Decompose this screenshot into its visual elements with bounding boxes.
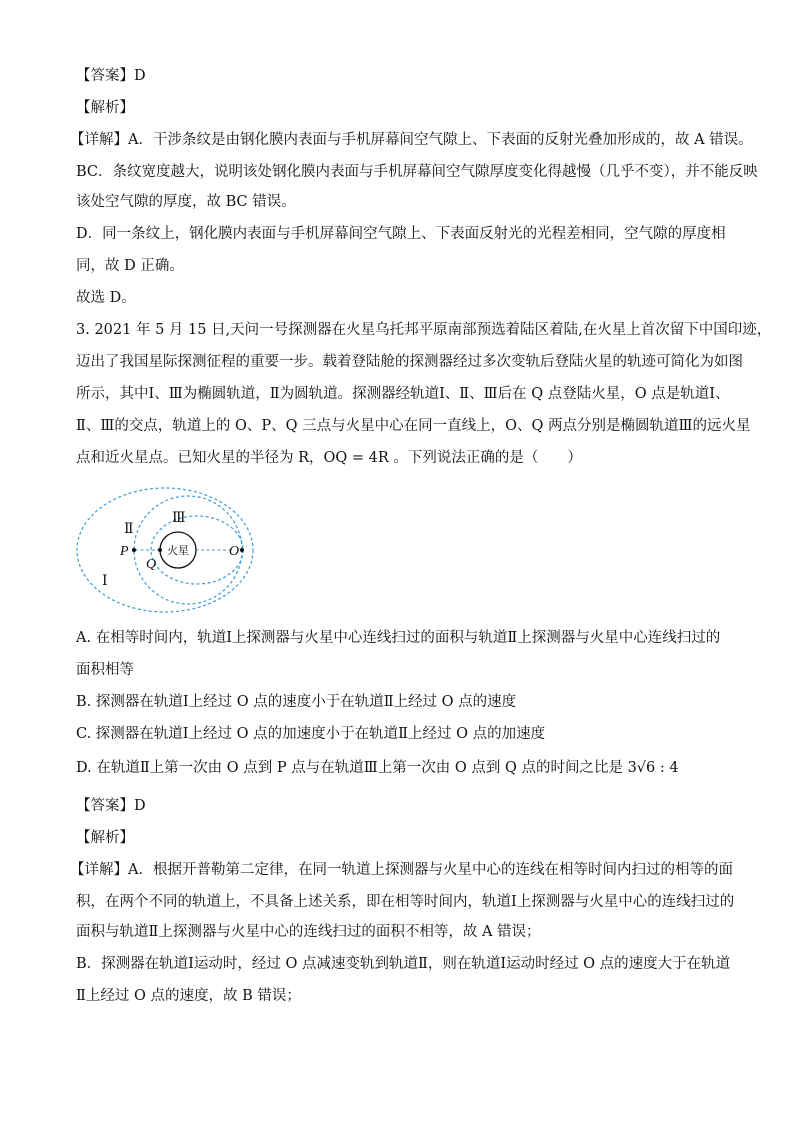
detail2-a-1: 【详解】A．根据开普勒第二定律，在同一轨道上探测器与火星中心的连线在相等时间内扫过的相等的面 [70,862,733,878]
answer-line-1 [76,66,146,86]
answer-line-2 [76,796,146,816]
answer-label: 【答案】 [76,798,134,814]
point-O [240,548,244,552]
label-orbit-I: Ⅰ [102,574,108,589]
detail2-a-3: 面积与轨道Ⅱ上探测器与火星中心的连线扫过的面积不相等，故 A 错误； [76,924,541,940]
answer-value: D [134,68,146,84]
detail1-d-1: D．同一条纹上，钢化膜内表面与手机屏幕间空气隙上、下表面反射光的光程差相同，空气隙的厚度相 [76,226,726,242]
point-Q [158,548,162,552]
answer-value: D [134,798,146,814]
analysis-text: 解析 [90,100,120,116]
q3-line-1: 3. 2021 年 5 月 15 日,天问一号探测器在火星乌托邦平原南部预选着陆区着陆,在火星上首次留下中国印迹， [76,322,772,338]
detail1-a: 【详解】A．干涉条纹是由钢化膜内表面与手机屏幕间空气隙上、下表面的反射光叠加形成的，故 A 错误。 [70,132,753,148]
detail1-choose: 故选 D。 [76,290,136,306]
detail1-d-2: 同，故 D 正确。 [76,258,184,274]
label-orbit-II: Ⅱ [124,522,134,537]
detail1-bc-2: 该处空气隙的厚度，故 BC 错误。 [76,194,296,210]
detail2-b-1: B．探测器在轨道Ⅰ运动时，经过 O 点减速变轨到轨道Ⅱ，则在轨道Ⅰ运动时经过 O 点的速度大于在轨道 [76,956,731,972]
option-A-2: 面积相等 [76,662,134,678]
detail2-b-2: Ⅱ上经过 O 点的速度，故 B 错误； [76,988,301,1004]
label-Q: Q [146,557,157,572]
label-P: P [120,544,129,559]
point-P [132,548,136,552]
answer-label: 【答案】 [76,68,134,84]
analysis-text: 解析 [90,830,120,846]
orbit-diagram-svg [70,484,250,614]
option-A-1: A. 在相等时间内，轨道Ⅰ上探测器与火星中心连线扫过的面积与轨道Ⅱ上探测器与火星中心连线扫过的 [76,630,721,646]
option-B: B. 探测器在轨道Ⅰ上经过 O 点的速度小于在轨道Ⅱ上经过 O 点的速度 [76,694,517,710]
label-orbit-III: Ⅲ [172,511,186,526]
q3-line-4: Ⅱ、Ⅲ的交点，轨道上的 O、P、Q 三点与火星中心在同一直线上，O、Q 两点分别是椭圆轨道Ⅲ的远火星 [76,418,751,434]
option-C: C. 探测器在轨道Ⅰ上经过 O 点的加速度小于在轨道Ⅱ上经过 O 点的加速度 [76,726,546,742]
q3-line-2: 迈出了我国星际探测征程的重要一步。载着登陆舱的探测器经过多次变轨后登陆火星的轨迹可简化为如图 [76,354,743,370]
analysis-label-1: 【解析】 [76,100,134,116]
label-O: O [229,544,240,559]
detail1-bc-1: BC．条纹宽度越大，说明该处钢化膜内表面与手机屏幕间空气隙厚度变化得越慢（几乎不变），并不能反映 [76,164,758,180]
detail2-a-2: 积，在两个不同的轨道上，不具备上述关系，即在相等时间内，轨道Ⅰ上探测器与火星中心的连线扫过的 [76,894,735,910]
q3-line-3: 所示，其中Ⅰ、Ⅲ为椭圆轨道，Ⅱ为圆轨道。探测器经轨道Ⅰ、Ⅱ、Ⅲ后在 Q 点登陆火星，O 点是轨道Ⅰ、 [76,386,730,402]
orbit-diagram [70,484,250,614]
q3-line-5: 点和近火星点。已知火星的半径为 R，OQ = 4R 。下列说法正确的是（ ） [76,450,582,466]
mars-label: 火星 [167,545,189,557]
option-D: D. 在轨道Ⅱ上第一次由 O 点到 P 点与在轨道Ⅲ上第一次由 O 点到 Q 点的时间之比是 3√6 : 4 [76,760,679,776]
analysis-label-2: 【解析】 [76,830,134,846]
